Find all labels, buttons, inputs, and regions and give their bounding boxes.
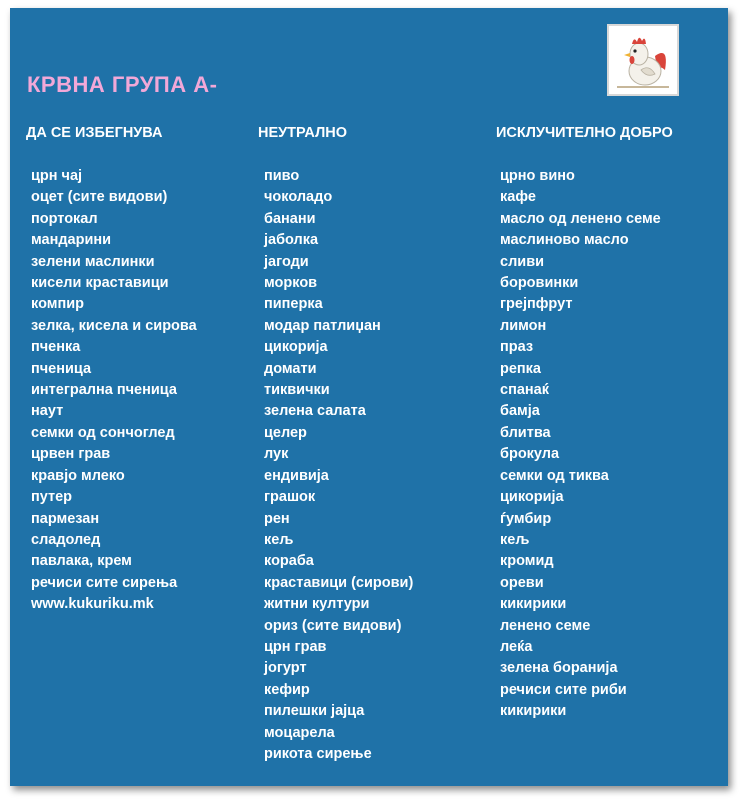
list-item: зелени маслинки <box>31 253 155 270</box>
column-avoid <box>26 124 197 594</box>
list-item: семки од тиква <box>500 467 609 484</box>
list-item: пиперка <box>264 296 323 313</box>
list-item: јагоди <box>264 253 309 270</box>
neutral-list <box>258 166 413 765</box>
list-item: кафе <box>500 189 536 206</box>
list-item: краставици (сирови) <box>264 574 414 591</box>
list-item: интегрална пченица <box>31 382 177 399</box>
list-item: црно вино <box>500 168 575 184</box>
list-item: пченка <box>31 339 81 356</box>
website-link[interactable]: www.kukuriku.mk <box>31 596 154 612</box>
list-item: ендивија <box>264 467 329 484</box>
page-title: КРВНА ГРУПА А- <box>27 72 218 97</box>
list-item: речиси сите сирења <box>31 574 178 591</box>
list-item: банани <box>264 210 316 227</box>
list-item: ленено семе <box>500 617 591 634</box>
list-item: сливи <box>500 253 545 270</box>
list-item: пиво <box>264 168 300 184</box>
list-item: зелена боранија <box>500 660 618 677</box>
list-item: блитва <box>500 424 551 441</box>
list-item: рикота сирење <box>264 745 372 762</box>
column-neutral <box>258 124 413 765</box>
list-item: пармезан <box>31 510 100 527</box>
list-item: репка <box>500 360 542 377</box>
list-item: морков <box>264 275 318 292</box>
list-item: јаболка <box>264 232 319 249</box>
list-item: речиси сите риби <box>500 681 627 698</box>
column-excellent <box>496 124 673 723</box>
list-item: тиквички <box>264 382 330 399</box>
list-item: зелена салата <box>264 403 366 420</box>
list-item: кефир <box>264 681 310 698</box>
list-item: пченица <box>31 360 92 377</box>
list-item: јогурт <box>264 660 307 677</box>
list-item: цикорија <box>264 339 328 356</box>
list-item: моцарела <box>264 724 335 741</box>
column-heading-neutral: НЕУТРАЛНО <box>258 125 347 141</box>
list-item: наут <box>31 403 64 420</box>
list-item: модар патлиџан <box>264 317 381 334</box>
list-item: ѓумбир <box>500 510 552 527</box>
rooster-logo-icon <box>607 24 679 96</box>
list-item: сладолед <box>31 531 101 548</box>
list-item: маслиново масло <box>500 232 629 249</box>
list-item: кељ <box>264 531 294 548</box>
list-item: семки од сончоглед <box>31 424 175 441</box>
list-item: зелка, кисела и сирова <box>31 317 197 334</box>
list-item: грашок <box>264 489 316 506</box>
list-item: путер <box>31 489 73 506</box>
list-item: портокал <box>31 210 98 227</box>
list-item: масло од ленено семе <box>500 210 661 227</box>
list-item: праз <box>500 339 534 356</box>
list-item: пилешки јајца <box>264 703 365 720</box>
list-item: домати <box>264 360 317 377</box>
diet-card <box>10 8 728 786</box>
list-item: оцет (сите видови) <box>31 189 168 206</box>
list-item: лимон <box>500 317 547 334</box>
list-item: житни култури <box>264 596 370 613</box>
list-item: боровинки <box>500 275 579 292</box>
list-item: кромид <box>500 553 554 570</box>
list-item: брокула <box>500 446 560 463</box>
column-heading-avoid: ДА СЕ ИЗБЕГНУВА <box>26 125 163 141</box>
list-item: лук <box>264 446 289 463</box>
list-item: бамја <box>500 403 540 420</box>
list-item: црн грав <box>264 638 327 655</box>
list-item: грејпфрут <box>500 296 573 313</box>
list-item: рен <box>264 510 290 527</box>
excellent-list <box>496 166 673 723</box>
list-item: цикорија <box>500 489 564 506</box>
list-item: ориз (сите видови) <box>264 617 402 634</box>
list-item: кравјо млеко <box>31 467 125 484</box>
list-item: мандарини <box>31 232 112 249</box>
list-item: црвен грав <box>31 446 111 463</box>
list-item: кисели краставици <box>31 275 169 292</box>
column-heading-excellent: ИСКЛУЧИТЕЛНО ДОБРО <box>496 125 673 141</box>
avoid-list <box>26 166 197 594</box>
list-item: ореви <box>500 574 544 591</box>
list-item: леќа <box>500 638 533 655</box>
list-item: компир <box>31 296 84 313</box>
list-item: кикирики <box>500 703 567 720</box>
list-item: целер <box>264 424 307 441</box>
list-item: кораба <box>264 553 314 570</box>
list-item: црн чај <box>31 168 83 184</box>
list-item: кељ <box>500 531 530 548</box>
list-item: спанаќ <box>500 382 549 399</box>
list-item: чоколадо <box>264 189 333 206</box>
list-item: кикирики <box>500 596 567 613</box>
list-item: павлака, крем <box>31 553 132 570</box>
